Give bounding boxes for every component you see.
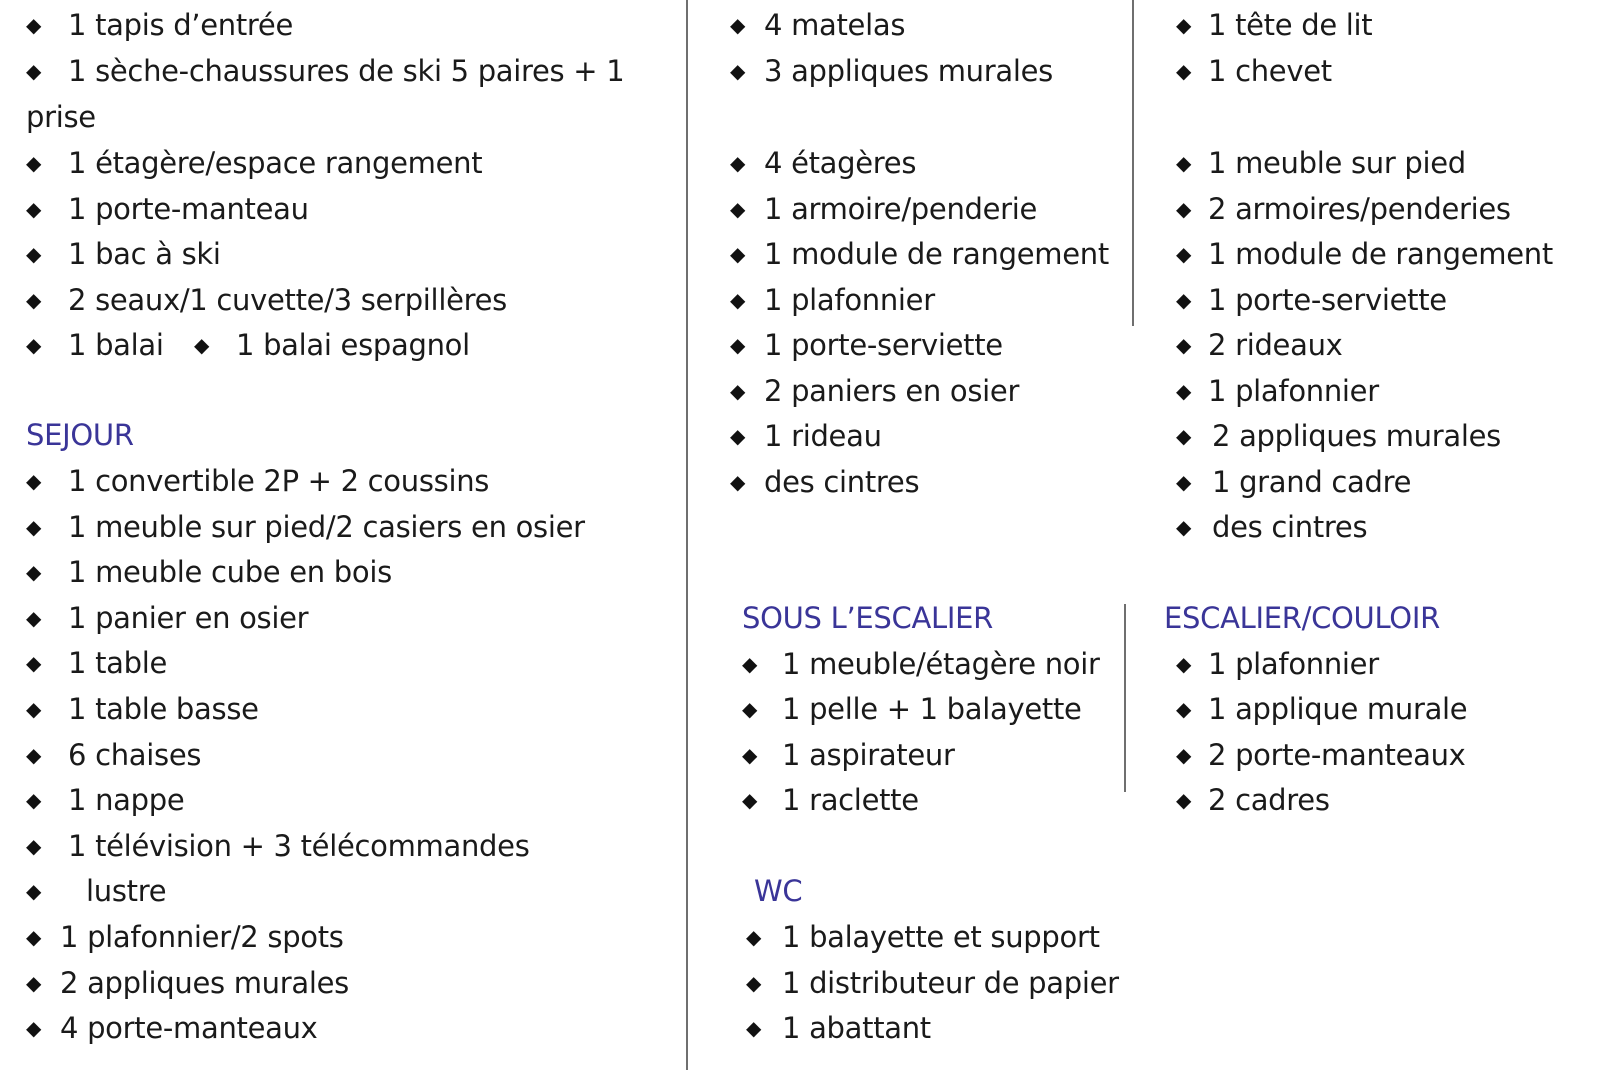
bullet-icon: ◆ <box>746 971 762 995</box>
bullet-icon: ◆ <box>730 470 746 494</box>
bullet-icon: ◆ <box>26 834 42 858</box>
bullet-icon: ◆ <box>26 697 42 721</box>
bullet-icon: ◆ <box>26 13 42 37</box>
bullet-icon: ◆ <box>742 743 758 767</box>
bullet-icon: ◆ <box>1176 288 1192 312</box>
bullet-icon: ◆ <box>26 971 42 995</box>
bullet-icon: ◆ <box>26 925 42 949</box>
bullet-icon: ◆ <box>1176 151 1192 175</box>
bullet-icon: ◆ <box>742 788 758 812</box>
bullet-icon: ◆ <box>746 1016 762 1040</box>
bullet-icon: ◆ <box>26 606 42 630</box>
bullet-icon: ◆ <box>26 1016 42 1040</box>
bullet-icon: ◆ <box>1176 197 1192 221</box>
bullet-icon: ◆ <box>26 560 42 584</box>
bullet-icon: ◆ <box>26 743 42 767</box>
bullet-icon: ◆ <box>742 697 758 721</box>
column-divider-stairs <box>1124 604 1126 792</box>
bullet-icon: ◆ <box>1176 470 1192 494</box>
section-heading-escalier-couloir: ESCALIER/COULOIR <box>1164 601 1440 635</box>
bullet-icon: ◆ <box>26 879 42 903</box>
bullet-icon: ◆ <box>26 651 42 675</box>
bullet-icon: ◆ <box>730 288 746 312</box>
bullet-icon: ◆ <box>730 242 746 266</box>
bullet-icon: ◆ <box>746 925 762 949</box>
bullet-icon: ◆ <box>730 151 746 175</box>
bullet-icon: ◆ <box>1176 59 1192 83</box>
bullet-icon: ◆ <box>730 379 746 403</box>
bullet-icon: ◆ <box>26 469 42 493</box>
column-divider-rooms <box>1132 0 1134 326</box>
bullet-icon: ◆ <box>26 242 42 266</box>
bullet-icon: ◆ <box>1176 652 1192 676</box>
bullet-icon: ◆ <box>1176 743 1192 767</box>
bullet-icon: ◆ <box>742 652 758 676</box>
bullet-icon: ◆ <box>730 333 746 357</box>
bullet-icon: ◆ <box>730 13 746 37</box>
bullet-icon: ◆ <box>730 197 746 221</box>
bullet-icon: ◆ <box>1176 515 1192 539</box>
bullet-icon: ◆ <box>26 197 42 221</box>
bullet-icon: ◆ <box>1176 424 1192 448</box>
bullet-icon: ◆ <box>26 788 42 812</box>
section-heading-wc: WC <box>754 874 803 908</box>
bullet-icon: ◆ <box>1176 242 1192 266</box>
section-heading-sejour: SEJOUR <box>26 418 134 452</box>
bullet-icon: ◆ <box>1176 13 1192 37</box>
bullet-icon: ◆ <box>1176 333 1192 357</box>
bullet-icon: ◆ <box>26 151 42 175</box>
column-divider-main <box>686 0 688 1070</box>
bullet-icon: ◆ <box>26 333 42 357</box>
bullet-icon: ◆ <box>26 288 42 312</box>
bullet-icon: ◆ <box>26 515 42 539</box>
section-heading-sous-escalier: SOUS L’ESCALIER <box>742 601 993 635</box>
inventory-document: ◆ 1 tapis d’entrée ◆ 1 sèche-chaussures de ski 5 paires + 1 prise ◆ 1 étagère/espace rangement ◆ 1 porte-manteau ◆ 1 bac à ski ◆ 2 seaux/1 cuvette/3 serpillères ◆ 1 balai ◆ 1 balai espagnol SEJOUR ◆ 1 convertible 2P + 2 coussins ◆ 1 meuble sur pied/2 casiers en osier ◆ 1 meuble cube en bois ◆ 1 panier en osier ◆ 1 table ◆ 1 table basse ◆ 6 chaises ◆ 1 nappe ◆ 1 télévision + 3 télécommandes ◆ lustre ◆ 1 plafonnier/2 spots ◆ 2 appliques murales ◆ 4 porte-manteaux ◆ 4 matelas ◆ 3 appliques murales ◆ 4 étagères ◆ 1 armoire/penderie ◆ 1 module de rangement ◆ 1 plafonnier ◆ 1 porte-serviette ◆ 2 paniers en osier ◆ 1 rideau ◆ des cintres SOUS L’ESCALIER ◆ 1 meuble/étagère noir ◆ 1 pelle + 1 balayette ◆ 1 aspirateur ◆ 1 raclette WC ◆ 1 balayette et support ◆ 1 distributeur de papier ◆ 1 abattant ◆ 1 tête de lit ◆ 1 chevet ◆ 1 meuble sur pied ◆ 2 armoires/penderies ◆ 1 module de rangement ◆ 1 porte-serviette ◆ 2 rideaux ◆ 1 plafonnier ◆ 2 appliques murales ◆ 1 grand cadre ◆ des cintres ESCALIER/COULOIR ◆ 1 plafonnier ◆ 1 applique murale ◆ 2 porte-manteaux ◆ 2 cadres <box>0 0 1606 1070</box>
bullet-icon: ◆ <box>1176 788 1192 812</box>
bullet-icon: ◆ <box>1176 697 1192 721</box>
bullet-icon: ◆ <box>730 59 746 83</box>
bullet-icon: ◆ <box>194 333 210 357</box>
bullet-icon: ◆ <box>730 424 746 448</box>
bullet-icon: ◆ <box>1176 379 1192 403</box>
bullet-icon: ◆ <box>26 59 42 83</box>
